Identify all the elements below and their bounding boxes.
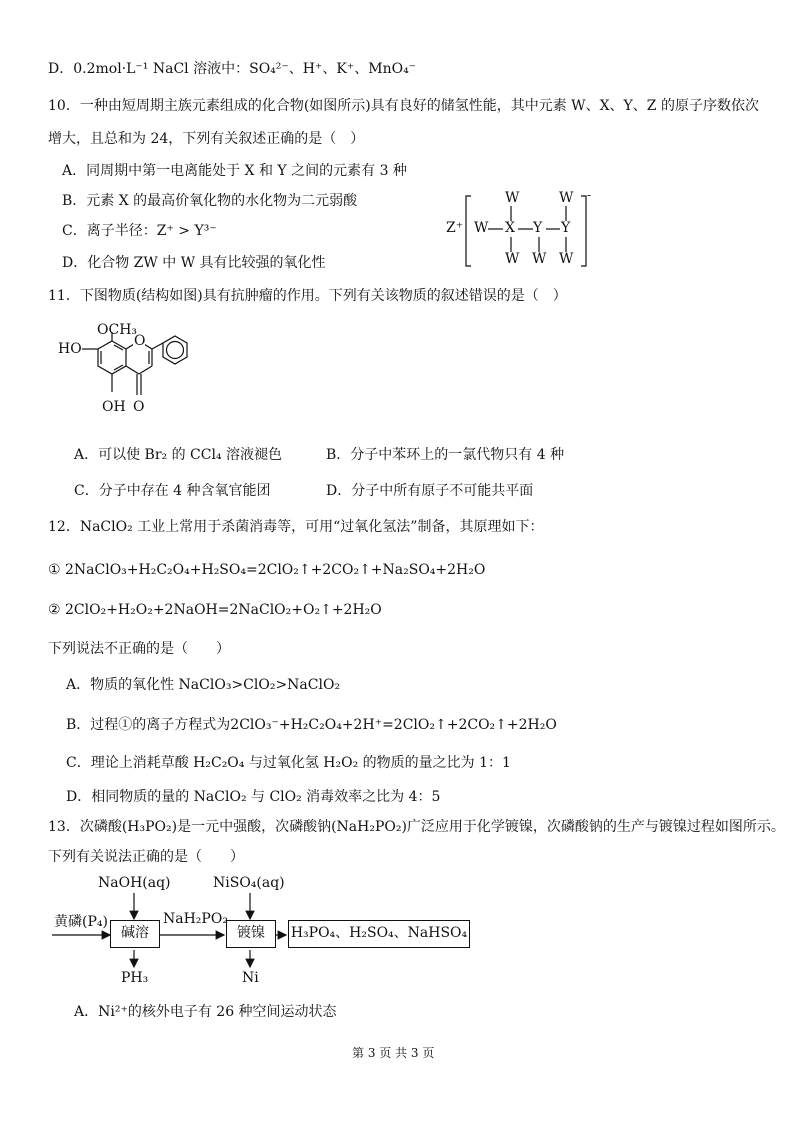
ring-oxygen-label: O [134,333,146,349]
anion-charge: - [587,188,592,202]
atom-x: X [505,220,515,236]
flow-step-alkali-dissolve: 碱溶 [110,920,160,948]
q11-stem: 11．下图物质(结构如图)具有抗肿瘤的作用。下列有关该物质的叙述错误的是（ ） [48,288,567,304]
flow-output-ni: Ni [242,970,259,986]
carbonyl-oxygen-label: O [133,399,145,415]
oh-label: OH [102,399,126,415]
cation-z: Z⁺ [446,220,464,236]
q13-stem-line2: 下列有关说法正确的是（ ） [48,849,244,865]
q12-question: 下列说法不正确的是（ ） [48,641,230,657]
q10-option-c: C．离子半径：Z⁺ > Y³⁻ [62,223,217,239]
flow-output-ph3: PH₃ [121,970,149,986]
q10-stem-line1: 10．一种由短周期主族元素组成的化合物(如图所示)具有良好的储氢性能，其中元素 W、X、Y、Z 的原子序数依次 [48,98,759,114]
och3-label: OCH₃ [97,322,138,338]
flow-input-yellow-phosphorus: 黄磷(P₄) [54,914,108,930]
q10-option-a: A．同周期中第一电离能处于 X 和 Y 之间的元素有 3 种 [62,163,407,179]
atom-w-y2-top: W [559,190,574,206]
atom-w-x-top: W [505,190,520,206]
q11-option-b: B．分子中苯环上的一氯代物只有 4 种 [326,447,565,463]
flow-intermediate-nah2po2: NaH₂PO₂ [163,911,228,927]
q12-option-d: D．相同物质的量的 NaClO₂ 与 ClO₂ 消毒效率之比为 4：5 [66,789,441,805]
q12-option-a: A．物质的氧化性 NaClO₃>ClO₂>NaClO₂ [66,677,341,693]
q12-equation-2: ② 2ClO₂+H₂O₂+2NaOH=2NaClO₂+O₂↑+2H₂O [48,602,382,618]
page-footer: 第 3 页 共 3 页 [352,1046,435,1060]
q10-stem-line2: 增大，且总和为 24，下列有关叙述正确的是（ ） [48,131,365,147]
ho-label: HO [58,341,82,357]
q13-stem-line1: 13．次磷酸(H₃PO₂)是一元中强酸，次磷酸钠(NaH₂PO₂)广泛应用于化学镀镍，次磷酸钠的生产与镀镍过程如图所示。 [48,819,785,835]
q10-option-d: D．化合物 ZW 中 W 具有比较强的氧化性 [62,255,326,271]
atom-w-y2-bottom: W [559,251,574,267]
atom-y2: Y [561,220,571,236]
q9-option-d: D．0.2mol·L⁻¹ NaCl 溶液中：SO₄²⁻、H⁺、K⁺、MnO₄⁻ [48,61,417,77]
q11-option-a: A．可以使 Br₂ 的 CCl₄ 溶液褪色 [74,447,283,463]
flow-step-nickel-plating: 镀镍 [226,920,276,948]
flow-products-box: H₃PO₄、H₂SO₄、NaHSO₄ [288,920,470,948]
flow-reagent-naoh: NaOH(aq) [98,875,171,891]
atom-w-y1-bottom: W [532,251,547,267]
q10-option-b: B．元素 X 的最高价氧化物的水化物为二元弱酸 [62,193,358,209]
q11-option-d: D．分子中所有原子不可能共平面 [326,483,534,499]
flow-reagent-niso4: NiSO₄(aq) [213,875,285,891]
q12-stem: 12．NaClO₂ 工业上常用于杀菌消毒等，可用“过氧化氢法”制备，其原理如下： [48,519,544,535]
q13-option-a: A．Ni²⁺的核外电子有 26 种空间运动状态 [74,1004,337,1020]
atom-y1: Y [533,220,543,236]
atom-w-left: W [474,220,489,236]
q11-option-c: C．分子中存在 4 种含氧官能团 [74,483,271,499]
q12-equation-1: ① 2NaClO₃+H₂C₂O₄+H₂SO₄=2ClO₂↑+2CO₂↑+Na₂SO₄+2H₂O [48,562,486,578]
q12-option-b: B．过程①的离子方程式为2ClO₃⁻+H₂C₂O₄+2H⁺=2ClO₂↑+2CO₂↑+2H₂O [66,717,557,733]
atom-w-x-bottom: W [505,251,520,267]
q12-option-c: C．理论上消耗草酸 H₂C₂O₄ 与过氧化氢 H₂O₂ 的物质的量之比为 1：1 [66,755,511,771]
